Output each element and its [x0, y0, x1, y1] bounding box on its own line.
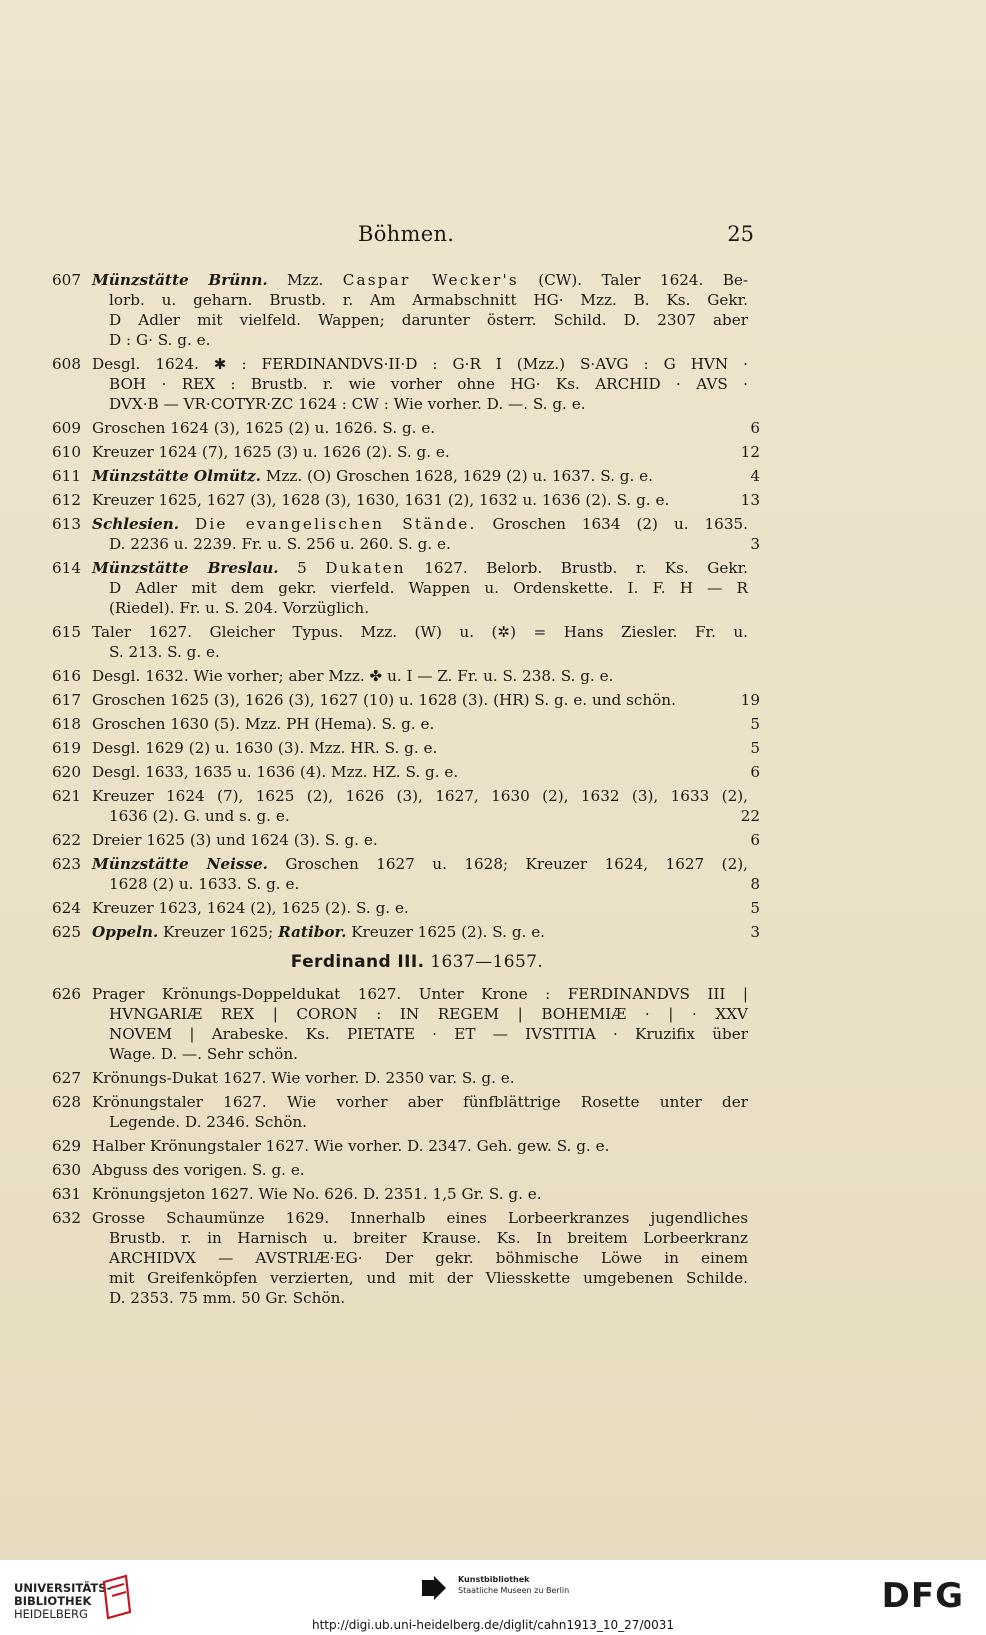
catalog-entry — [52, 418, 760, 438]
entry-text-run: Kreuzer 1625 (2). S. g. e. — [346, 923, 546, 941]
entry-text-run: Desgl. 1633, 1635 u. 1636 (4). Mzz. HZ. S. g. e. — [92, 763, 459, 781]
entry-text-run: Abguss des vorigen. S. g. e. — [92, 1161, 305, 1179]
entry-price: 6 — [750, 763, 760, 781]
mint-name: Münzstätte Breslau. — [92, 559, 279, 577]
entry-price: 5 — [750, 739, 760, 757]
entry-text-run — [179, 515, 195, 533]
entry-first-line — [92, 558, 748, 578]
entry-number: 629 — [52, 1137, 81, 1155]
kb-subtitle: Staatliche Museen zu Berlin — [458, 1586, 570, 1595]
entry-number: 625 — [52, 923, 81, 941]
entry-text — [92, 786, 760, 826]
mint-name: Münzstätte Brünn. — [92, 271, 268, 289]
entry-number: 616 — [52, 667, 81, 685]
entry-text — [92, 466, 760, 486]
mint-name: Münzstätte Olmütz. — [92, 467, 261, 485]
running-head: Böhmen. — [358, 222, 455, 246]
entry-number: 617 — [52, 691, 81, 709]
entry-text-run: Dukaten — [325, 559, 406, 577]
dfg-logo[interactable]: DFG — [881, 1576, 964, 1616]
entry-continuation-line: 1636 (2). G. und s. g. e. — [109, 807, 290, 825]
entry-number: 622 — [52, 831, 81, 849]
entry-first-line — [92, 622, 748, 642]
entry-text — [92, 830, 760, 850]
page-header — [0, 222, 986, 252]
entry-first-line — [92, 514, 748, 534]
entry-text — [92, 898, 760, 918]
catalog-entry — [52, 514, 760, 554]
mint-name: Münzstätte Neisse. — [92, 855, 268, 873]
entry-price: 6 — [750, 831, 760, 849]
catalog-entry — [52, 270, 760, 350]
entry-first-line — [92, 466, 748, 486]
library-name-line: HEIDELBERG — [14, 1607, 88, 1621]
entry-text — [92, 442, 760, 462]
entry-number: 623 — [52, 855, 81, 873]
kunstbibliothek-label — [458, 1574, 569, 1596]
entry-number: 613 — [52, 515, 81, 533]
library-name-line: BIBLIOTHEK — [14, 1594, 92, 1608]
library-name-line: UNIVERSITÄTS- — [14, 1581, 112, 1595]
mint-name: Schlesien. — [92, 515, 180, 533]
entry-text — [92, 1068, 760, 1088]
catalog-entry — [52, 622, 760, 662]
entry-text-run: Krönungsjeton 1627. Wie No. 626. D. 2351. 1,5 Gr. S. g. e. — [92, 1185, 542, 1203]
entry-first-line — [92, 984, 748, 1004]
entry-text-run: Mzz. (O) Groschen 1628, 1629 (2) u. 1637. S. g. e. — [260, 467, 653, 485]
entry-price: 19 — [740, 691, 760, 709]
entry-number: 612 — [52, 491, 81, 509]
entry-continuation-line: Brustb. r. in Harnisch u. breiter Krause. Ks. In breitem Lorbeerkranz — [109, 1229, 748, 1247]
entry-price: 8 — [750, 875, 760, 893]
entry-first-line — [92, 1184, 748, 1204]
entry-text — [92, 1184, 760, 1204]
catalog-entry — [52, 830, 760, 850]
entry-number: 608 — [52, 355, 81, 373]
entry-text-run: Krönungs-Dukat 1627. Wie vorher. D. 2350 var. S. g. e. — [92, 1069, 515, 1087]
catalog-entry — [52, 854, 760, 894]
library-emblem-icon — [100, 1574, 134, 1620]
entry-price: 5 — [750, 899, 760, 917]
entry-first-line — [92, 738, 748, 758]
entry-text-run: (CW). Taler 1624. Be- — [518, 271, 748, 289]
entry-first-line — [92, 714, 748, 734]
entry-continuation-line: lorb. u. geharn. Brustb. r. Am Armabschnitt HG· Mzz. B. Ks. Gekr. — [109, 291, 748, 309]
entry-first-line — [92, 1160, 748, 1180]
entry-first-line — [92, 1092, 748, 1112]
catalog-entry — [52, 1184, 760, 1204]
university-library-logo[interactable] — [14, 1582, 111, 1621]
entry-price: 4 — [750, 467, 760, 485]
entry-continuation-line: (Riedel). Fr. u. S. 204. Vorzüglich. — [109, 599, 370, 617]
entry-number: 610 — [52, 443, 81, 461]
entry-price: 22 — [740, 807, 760, 825]
entry-text — [92, 738, 760, 758]
entry-number: 618 — [52, 715, 81, 733]
catalog-entry — [52, 738, 760, 758]
entry-first-line — [92, 786, 748, 806]
entry-price: 5 — [750, 715, 760, 733]
entry-first-line — [92, 442, 748, 462]
entry-text-run: Desgl. 1629 (2) u. 1630 (3). Mzz. HR. S. g. e. — [92, 739, 438, 757]
entry-price: 3 — [750, 535, 760, 553]
entry-first-line — [92, 690, 748, 710]
entry-text-run: Groschen 1624 (3), 1625 (2) u. 1626. S. g. e. — [92, 419, 436, 437]
entry-number: 628 — [52, 1093, 81, 1111]
catalog-entry — [52, 1068, 760, 1088]
entry-text — [92, 922, 760, 942]
entry-price: 12 — [740, 443, 760, 461]
entry-first-line — [92, 922, 748, 942]
entry-text-run: Groschen 1634 (2) u. 1635. — [476, 515, 748, 533]
entry-number: 630 — [52, 1161, 81, 1179]
entry-continuation-line: BOH · REX : Brustb. r. wie vorher ohne HG· Ks. ARCHID · AVS · — [109, 375, 748, 393]
entry-text — [92, 1160, 760, 1180]
entry-text-run: Prager Krönungs-Doppeldukat 1627. Unter Krone : FERDINANDVS III | — [92, 985, 748, 1003]
catalog-entry — [52, 786, 760, 826]
entry-text-run: Kreuzer 1623, 1624 (2), 1625 (2). S. g. e. — [92, 899, 409, 917]
entry-text — [92, 714, 760, 734]
catalog-entry — [52, 984, 760, 1064]
entry-text — [92, 1136, 760, 1156]
entry-first-line — [92, 490, 748, 510]
catalog-entry — [52, 466, 760, 486]
entry-text-run: Grosse Schaumünze 1629. Innerhalb eines Lorbeerkranzes jugendliches — [92, 1209, 748, 1227]
entry-number: 611 — [52, 467, 81, 485]
entry-continuation-line: S. 213. S. g. e. — [109, 643, 220, 661]
entry-text-run: Kreuzer 1625, 1627 (3), 1628 (3), 1630, 1631 (2), 1632 u. 1636 (2). S. g. e. — [92, 491, 670, 509]
catalog-entry — [52, 354, 760, 414]
catalog-entry — [52, 666, 760, 686]
mint-name: Oppeln. — [92, 923, 159, 941]
entry-text-run: Groschen 1625 (3), 1626 (3), 1627 (10) u. 1628 (3). (HR) S. g. e. und schön. — [92, 691, 676, 709]
entry-text-run: Kreuzer 1624 (7), 1625 (3) u. 1626 (2). S. g. e. — [92, 443, 450, 461]
catalog-entry — [52, 690, 760, 710]
entry-text-run: Groschen 1630 (5). Mzz. PH (Hema). S. g. e. — [92, 715, 435, 733]
entry-number: 620 — [52, 763, 81, 781]
entry-text — [92, 984, 760, 1064]
entry-continuation-line: D Adler mit vielfeld. Wappen; darunter österr. Schild. D. 2307 aber — [109, 311, 748, 329]
catalog-entry — [52, 1160, 760, 1180]
source-url[interactable]: http://digi.ub.uni-heidelberg.de/diglit/cahn1913_10_27/0031 — [311, 1618, 675, 1632]
entry-text — [92, 270, 760, 350]
entry-number: 615 — [52, 623, 81, 641]
entry-text — [92, 1092, 760, 1132]
entry-first-line — [92, 354, 748, 374]
entry-text-run: Kreuzer 1624 (7), 1625 (2), 1626 (3), 1627, 1630 (2), 1632 (3), 1633 (2), — [92, 787, 748, 805]
entry-text — [92, 1208, 760, 1308]
entry-text — [92, 666, 760, 686]
section-heading — [74, 952, 760, 972]
entry-text — [92, 418, 760, 438]
entry-first-line — [92, 666, 748, 686]
entry-text-run: Desgl. 1624. ✱ : FERDINANDVS·II·D : G·R I (Mzz.) S·AVG : G HVN · — [92, 355, 748, 373]
catalog-entry — [52, 922, 760, 942]
entry-text — [92, 854, 760, 894]
entry-text-run: Taler 1627. Gleicher Typus. Mzz. (W) u. (✲) = Hans Ziesler. Fr. u. — [92, 623, 748, 641]
entry-first-line — [92, 830, 748, 850]
section-name: Ferdinand III. — [290, 952, 425, 972]
kb-title: Kunstbibliothek — [458, 1575, 530, 1584]
entry-continuation-line: D. 2236 u. 2239. Fr. u. S. 256 u. 260. S. g. e. — [109, 535, 451, 553]
entry-number: 607 — [52, 271, 81, 289]
entry-first-line — [92, 1136, 748, 1156]
entry-number: 627 — [52, 1069, 81, 1087]
catalog-entry — [52, 1136, 760, 1156]
catalog-entry — [52, 558, 760, 618]
entry-text — [92, 490, 760, 510]
catalog-entry — [52, 762, 760, 782]
entry-continuation-line: DVX·B — VR·COTYR·ZC 1624 : CW : Wie vorher. D. —. S. g. e. — [109, 395, 586, 413]
entry-first-line — [92, 1208, 748, 1228]
entry-first-line — [92, 762, 748, 782]
entry-first-line — [92, 418, 748, 438]
entry-text — [92, 762, 760, 782]
catalog-content — [52, 270, 760, 1312]
section-years: 1637—1657. — [430, 952, 544, 972]
entry-continuation-line: D Adler mit dem gekr. vierfeld. Wappen u. Ordenskette. I. F. H — R — [109, 579, 748, 597]
entry-text-run: Desgl. 1632. Wie vorher; aber Mzz. ✤ u. I — Z. Fr. u. S. 238. S. g. e. — [92, 667, 614, 685]
entry-number: 626 — [52, 985, 81, 1003]
entry-number: 631 — [52, 1185, 81, 1203]
entry-text-run: 5 — [278, 559, 326, 577]
entry-price: 3 — [750, 923, 760, 941]
entry-continuation-line: 1628 (2) u. 1633. S. g. e. — [109, 875, 300, 893]
entry-text — [92, 690, 760, 710]
entry-text — [92, 558, 760, 618]
entry-text-run: Krönungstaler 1627. Wie vorher aber fünfblättrige Rosette unter der — [92, 1093, 748, 1111]
entry-continuation-line: Legende. D. 2346. Schön. — [109, 1113, 307, 1131]
entry-text-run: Die evangelischen Stände. — [194, 515, 477, 533]
entry-continuation-line: D : G· S. g. e. — [109, 331, 211, 349]
entry-continuation-line: HVNGARIÆ REX | CORON : IN REGEM | BOHEMIÆ · | · XXV — [109, 1005, 748, 1023]
entry-text-run: Caspar Wecker's — [342, 271, 519, 289]
entry-first-line — [92, 270, 748, 290]
entry-first-line — [92, 898, 748, 918]
entry-text-run: Dreier 1625 (3) und 1624 (3). S. g. e. — [92, 831, 378, 849]
entry-text — [92, 354, 760, 414]
entry-number: 614 — [52, 559, 81, 577]
entry-text-run: Halber Krönungstaler 1627. Wie vorher. D. 2347. Geh. gew. S. g. e. — [92, 1137, 610, 1155]
entry-price: 13 — [740, 491, 760, 509]
entry-number: 609 — [52, 419, 81, 437]
entry-text — [92, 622, 760, 662]
catalog-entry — [52, 1092, 760, 1132]
entry-text-run: Kreuzer 1625; — [158, 923, 279, 941]
entry-text-run: Mzz. — [267, 271, 343, 289]
entry-continuation-line: D. 2353. 75 mm. 50 Gr. Schön. — [109, 1289, 346, 1307]
entry-text-run: 1627. Belorb. Brustb. r. Ks. Gekr. — [405, 559, 748, 577]
entry-price: 6 — [750, 419, 760, 437]
entry-first-line — [92, 854, 748, 874]
footer-bar — [0, 1560, 986, 1635]
entry-list — [52, 984, 760, 1308]
entry-first-line — [92, 1068, 748, 1088]
entry-number: 619 — [52, 739, 81, 757]
entry-continuation-line: NOVEM | Arabeske. Ks. PIETATE · ET — IVSTITIA · Kruzifix über — [109, 1025, 748, 1043]
entry-continuation-line: ARCHIDVX — AVSTRIÆ·EG· Der gekr. böhmische Löwe in einem — [109, 1249, 748, 1267]
entry-number: 632 — [52, 1209, 81, 1227]
entry-text — [92, 514, 760, 554]
catalog-entry — [52, 490, 760, 510]
entry-number: 621 — [52, 787, 81, 805]
catalog-entry — [52, 1208, 760, 1308]
entry-continuation-line: mit Greifenköpfen verzierten, und mit der Vliesskette umgebenen Schilde. — [109, 1269, 748, 1287]
catalog-entry — [52, 898, 760, 918]
page-number: 25 — [727, 222, 754, 246]
entry-list — [52, 270, 760, 942]
kunstbibliothek-logo-icon[interactable] — [420, 1574, 450, 1604]
entry-number: 624 — [52, 899, 81, 917]
entry-text-run: Groschen 1627 u. 1628; Kreuzer 1624, 1627 (2), — [267, 855, 748, 873]
mint-name: Ratibor. — [278, 923, 347, 941]
catalog-entry — [52, 442, 760, 462]
entry-continuation-line: Wage. D. —. Sehr schön. — [109, 1045, 298, 1063]
catalog-entry — [52, 714, 760, 734]
